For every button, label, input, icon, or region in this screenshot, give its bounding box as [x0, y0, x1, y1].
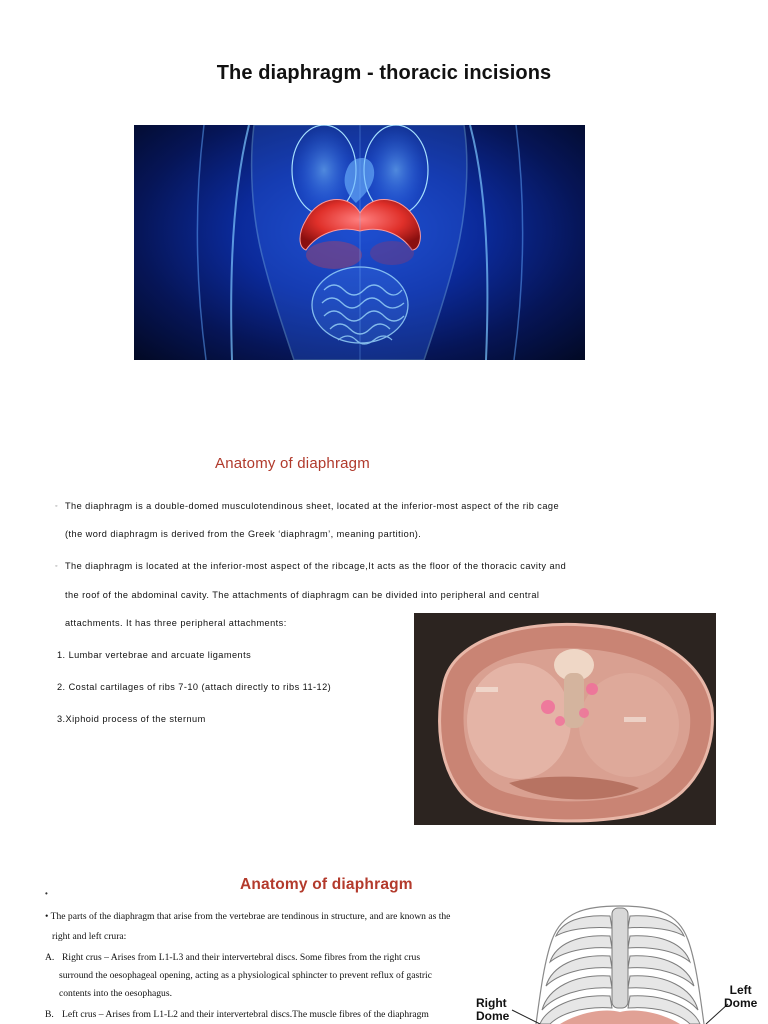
- list-item: 1. Lumbar vertebrae and arcuate ligaments: [57, 650, 252, 660]
- section-heading-anatomy: Anatomy of diaphragm: [215, 455, 370, 472]
- list-item: 3.Xiphoid process of the sternum: [57, 714, 206, 724]
- paragraph-line: Left crus – Arises from L1-L2 and their intervertebral discs.The muscle fibres of the diaphragm: [62, 1009, 429, 1020]
- paragraph-line: surround the oesophageal opening, acting as a physiological sphincter to prevent reflux of gastric: [59, 970, 432, 981]
- paragraph-line: right and left crura:: [52, 931, 127, 942]
- paragraph-line: Right crus – Arises from L1-L3 and their intervertebral discs. Some fibres from the right crus: [62, 952, 421, 963]
- list-marker: A.: [45, 952, 55, 963]
- list-marker: B.: [45, 1009, 54, 1020]
- label-left-dome-line2: Dome: [724, 996, 758, 1010]
- paragraph-line: attachments. It has three peripheral attachments:: [65, 618, 287, 628]
- bullet-marker: ◦: [55, 563, 58, 570]
- paragraph-line: the roof of the abdominal cavity. The attachments of diaphragm can be divided into peripheral and central: [65, 590, 540, 600]
- paragraph-line: (the word diaphragm is derived from the Greek ‘diaphragm’, meaning partition).: [65, 529, 422, 539]
- paragraph-line: contents into the oesophagus.: [59, 988, 172, 999]
- label-left-dome-line1: Left: [729, 983, 752, 997]
- hero-illustration: [134, 125, 585, 360]
- paragraph-line: • The parts of the diaphragm that arise from the vertebrae are tendinous in structure, and are known as the: [45, 911, 451, 922]
- label-left-dome: [724, 984, 757, 1010]
- label-right-dome-line2: Dome: [476, 1009, 510, 1023]
- label-right-dome-line1: Right: [476, 996, 507, 1010]
- diaphragm-dissection-photo: [414, 613, 716, 825]
- body-anatomy-figure: [134, 125, 585, 360]
- dissection-figure: [414, 613, 716, 825]
- stray-bullet: •: [45, 889, 48, 898]
- page-title: The diaphragm - thoracic incisions: [216, 62, 552, 84]
- paragraph-line: The diaphragm is a double-domed musculotendinous sheet, located at the inferior-most aspect of the rib cage: [65, 501, 559, 511]
- label-right-dome: [476, 997, 509, 1023]
- section-heading-anatomy-2: Anatomy of diaphragm: [240, 876, 413, 893]
- bullet-marker: ◦: [55, 503, 58, 510]
- list-item: 2. Costal cartilages of ribs 7-10 (attach directly to ribs 11-12): [57, 682, 332, 692]
- paragraph-line: The diaphragm is located at the inferior-most aspect of the ribcage,It acts as the floor of the thoracic cavity and: [65, 561, 567, 571]
